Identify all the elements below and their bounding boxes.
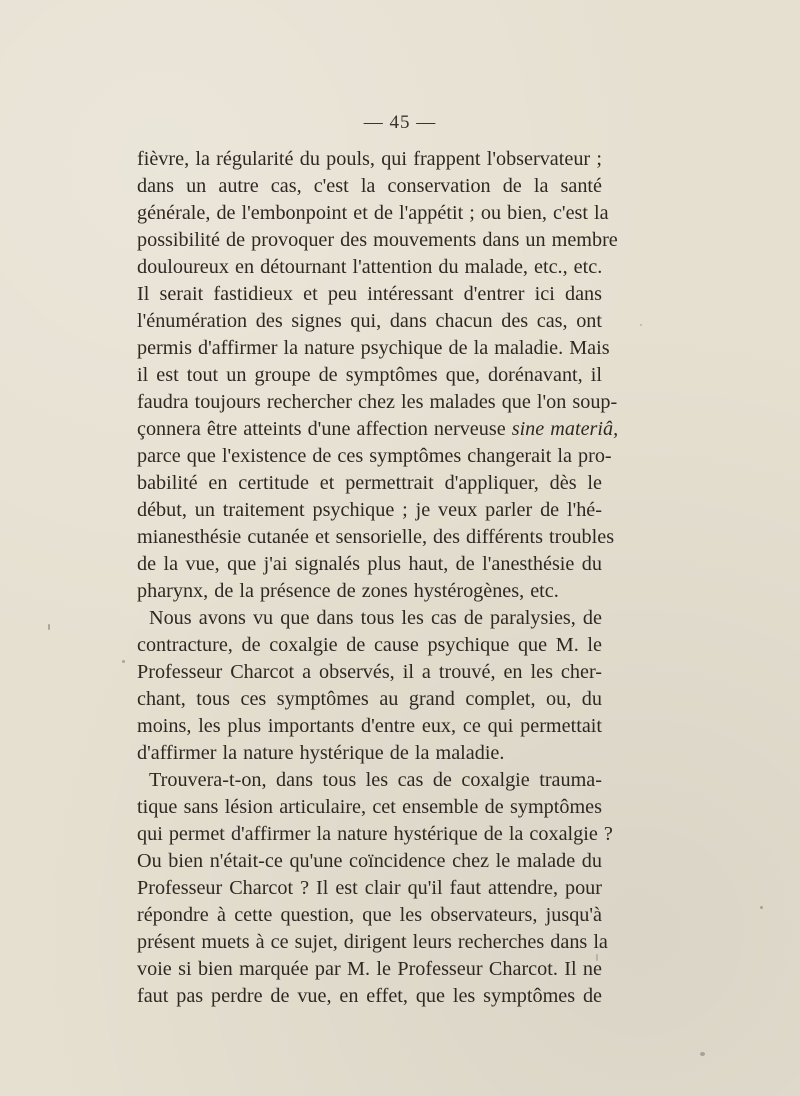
text-line: chant, tous ces symptômes au grand complet, ou, du [137,688,602,710]
page-number: — 45 — [363,112,437,133]
text-line: babilité en certitude et permettrait d'appliquer, dès le [137,472,602,494]
text-line: douloureux en détournant l'attention du malade, etc., etc. [137,256,603,278]
paper-speck [640,324,642,326]
body-text [137,146,619,1010]
text-line: présent muets à ce sujet, dirigent leurs recherches dans la [137,931,608,953]
paper-speck [700,1052,705,1056]
text-line: tique sans lésion articulaire, cet ensemble de symptômes [137,796,602,818]
paper-speck [48,624,50,630]
text-line: permis d'affirmer la nature psychique de la maladie. Mais [137,337,610,359]
text-line: Trouvera-t-on, dans tous les cas de coxalgie trauma- [149,769,602,791]
text-line: parce que l'existence de ces symptômes changerait la pro- [137,445,612,467]
paper-speck [122,660,125,663]
text-line-italic: sine materiâ, [511,418,619,440]
text-line: il est tout un groupe de symptômes que, dorénavant, il [137,364,602,386]
text-line: Ou bien n'était-ce qu'une coïncidence chez le malade du [137,850,602,872]
text-line: moins, les plus importants d'entre eux, ce qui permettait [137,715,602,737]
text-line: fièvre, la régularité du pouls, qui frappent l'observateur ; [137,148,602,170]
text-line: mianesthésie cutanée et sensorielle, des différents troubles [137,526,615,548]
paper-speck [596,954,598,961]
text-line: d'affirmer la nature hystérique de la maladie. [137,742,505,764]
text-line: faut pas perdre de vue, en effet, que les symptômes de [137,985,602,1007]
text-line: début, un traitement psychique ; je veux parler de l'hé- [137,499,602,521]
text-line: de la vue, que j'ai signalés plus haut, de l'anesthésie du [137,553,602,575]
paper-speck [760,906,763,909]
text-line: répondre à cette question, que les observateurs, jusqu'à [137,904,602,926]
text-line: Professeur Charcot a observés, il a trouvé, en les cher- [137,661,602,683]
text-line: contracture, de coxalgie de cause psychique que M. le [137,634,602,656]
text-line: Professeur Charcot ? Il est clair qu'il faut attendre, pour [137,877,602,899]
text-line [137,416,619,443]
text-line: faudra toujours rechercher chez les malades que l'on soup- [137,391,618,413]
text-line: possibilité de provoquer des mouvements dans un membre [137,229,618,251]
text-line: Il serait fastidieux et peu intéressant d'entrer ici dans [137,283,602,305]
text-line: pharynx, de la présence de zones hystérogènes, etc. [137,580,559,602]
text-line: l'énumération des signes qui, dans chacun des cas, ont [137,310,602,332]
text-line: Nous avons vu que dans tous les cas de paralysies, de [149,607,602,629]
text-line-roman: çonnera être atteints d'une affection nerveuse [137,418,512,440]
text-line: dans un autre cas, c'est la conservation de la santé [137,175,602,197]
text-line: générale, de l'embonpoint et de l'appétit ; ou bien, c'est la [137,202,609,224]
text-line: qui permet d'affirmer la nature hystérique de la coxalgie ? [137,823,613,845]
text-line: voie si bien marquée par M. le Professeur Charcot. Il ne [137,958,602,980]
